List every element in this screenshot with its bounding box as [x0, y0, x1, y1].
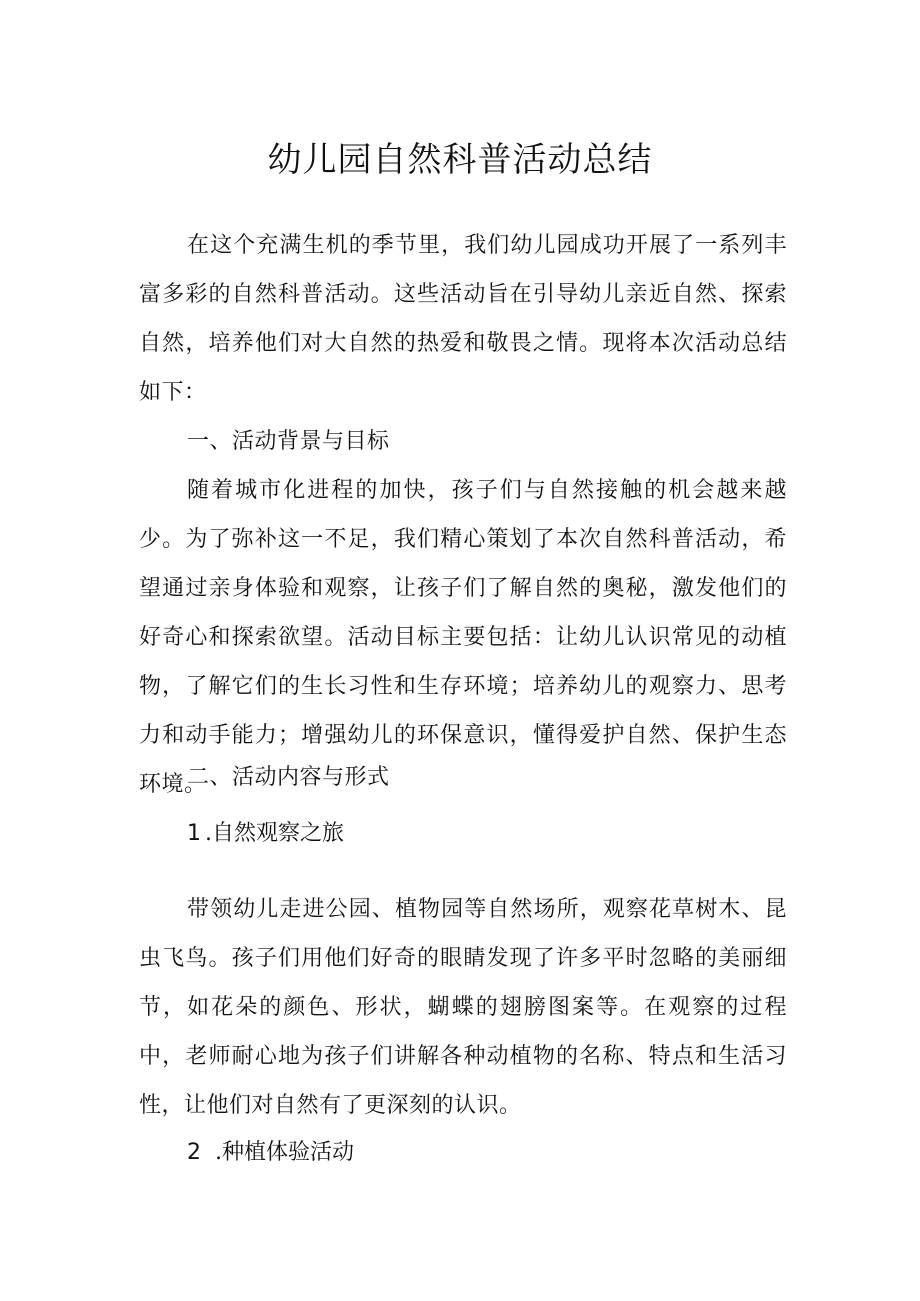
section-heading-background: 一、活动背景与目标	[187, 429, 390, 454]
subsection-heading-observation	[187, 819, 344, 849]
subsection-number: 1	[187, 821, 201, 846]
intro-paragraph: 在这个充满生机的季节里，我们幼儿园成功开展了一系列丰富多彩的自然科普活动。这些活动旨在引导幼儿亲近自然、探索自然，培养他们对大自然的热爱和敬畏之情。现将本次活动总结如下：	[139, 233, 787, 405]
observation-paragraph: 带领幼儿走进公园、植物园等自然场所，观察花草树木、昆虫飞鸟。孩子们用他们好奇的眼睛发现了许多平时忽略的美丽细节，如花朵的颜色、形状，蝴蝶的翅膀图案等。在观察的过程中，老师耐心地为孩子们讲解各种动植物的名称、特点和生活习性，让他们对自然有了更深刻的认识。	[139, 897, 787, 1118]
subsection-number: 2	[187, 1140, 201, 1165]
subsection-title: .种植体验活动	[215, 1140, 354, 1165]
subsection-heading-planting	[187, 1138, 354, 1168]
document-title: 幼儿园自然科普活动总结	[267, 140, 653, 180]
subsection-title: .自然观察之旅	[205, 821, 344, 846]
section-background-paragraph: 随着城市化进程的加快，孩子们与自然接触的机会越来越少。为了弥补这一不足，我们精心策划了本次自然科普活动，希望通过亲身体验和观察，让孩子们了解自然的奥秘，激发他们的好奇心和探索欲望。活动目标主要包括：让幼儿认识常见的动植物，了解它们的生长习性和生存环境；培养幼儿的观察力、思考力和动手能力；增强幼儿的环保意识，懂得爱护自然、保护生态环境。	[139, 478, 787, 797]
section-heading-content: 二、活动内容与形式	[187, 765, 390, 790]
